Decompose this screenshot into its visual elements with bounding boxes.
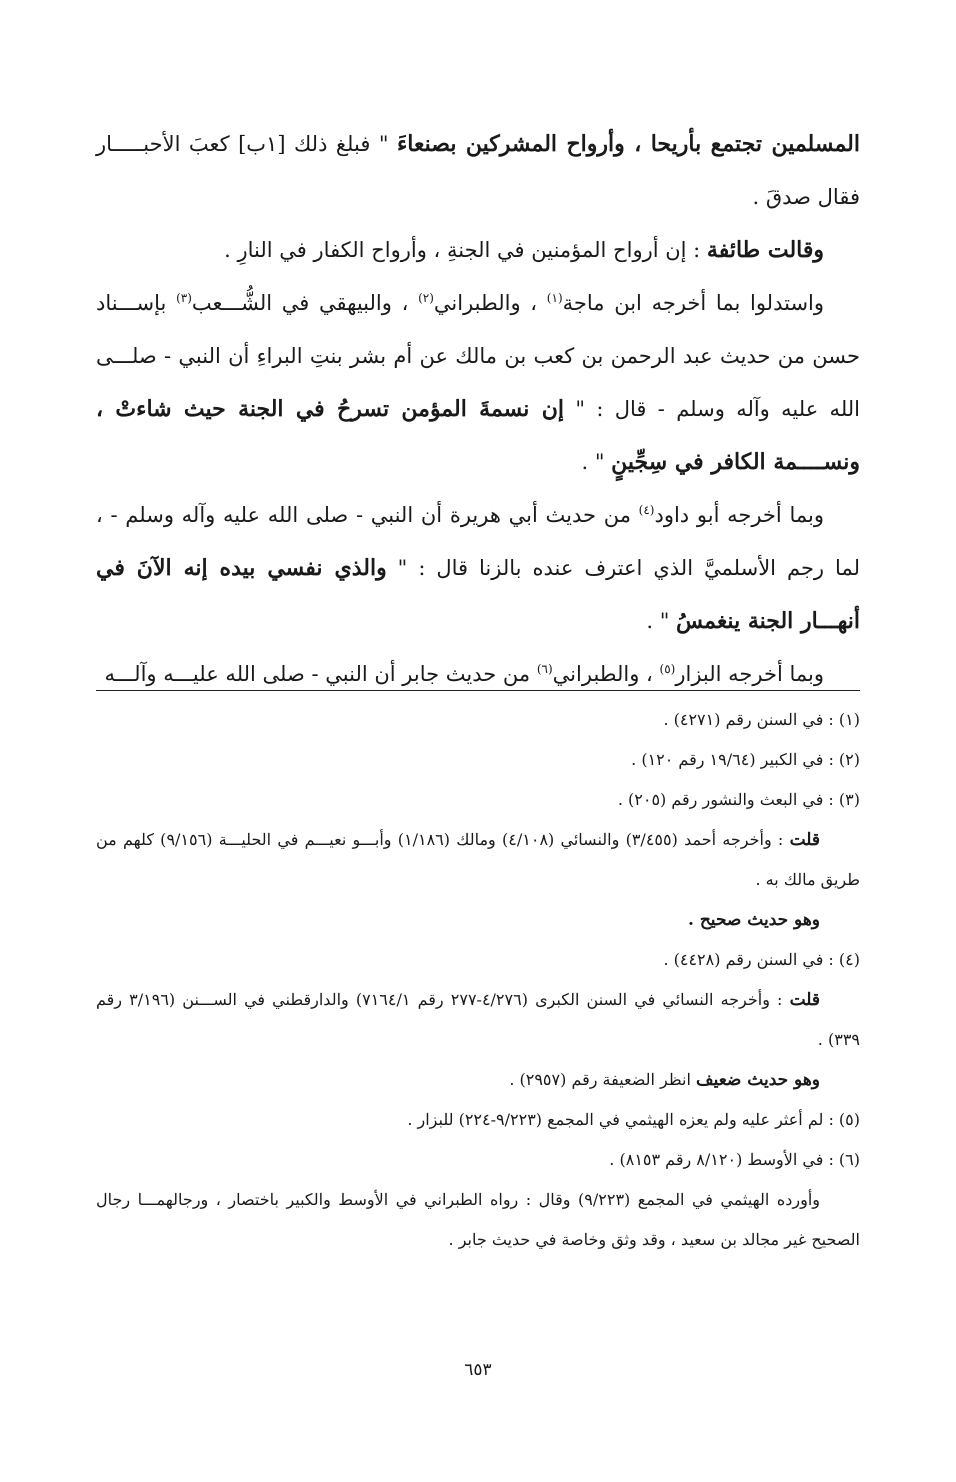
comment-text: : وأخرجه أحمد (٣/٤٥٥) والنسائي (٤/١٠٨) ومالك (١/١٨٦) وأبـــو نعيـــم في الحليـــة (٩/١٥٦) كلهم من طريق مالك به . — [96, 830, 860, 889]
text-run: " . — [646, 609, 677, 633]
footnote-3: (٣) : في البعث والنشور رقم (٢٠٥) . — [617, 790, 860, 809]
verdict-text: انظر الضعيفة رقم (٢٩٥٧) . — [509, 1070, 696, 1089]
page-number: ٦٥٣ — [464, 1360, 492, 1380]
comment-text: : وأخرجه النسائي في السنن الكبرى (٤/٢٧٦-٢٧٧ رقم ٧١٦٤/١) والدارقطني في الســـنن (٣/١٩٦ رقم ٣٣٩) . — [96, 990, 860, 1049]
hadith-quote: إن نسمةَ المؤمن تسرحُ في الجنة حيث شاءتْ ، ونســــمة الكافر في سِجِّينٍ — [96, 396, 860, 475]
footnote-1: (١) : في السنن رقم (٤٢٧١) . — [663, 710, 860, 729]
text-run: واستدلوا بما أخرجه ابن ماجة — [562, 291, 825, 315]
footnote-ref[interactable]: (٥) — [659, 662, 676, 676]
paragraph-4 — [96, 489, 860, 648]
text-run: " . — [581, 450, 612, 474]
footnote-divider — [96, 690, 860, 691]
text-run: ، والطبراني — [552, 662, 660, 686]
verdict-text: وهو حديث صحيح . — [688, 910, 820, 930]
text-run: ، والطبراني — [433, 291, 547, 315]
paragraph-3 — [96, 277, 860, 489]
footnote-2: (٢) : في الكبير (١٩/٦٤ رقم ١٢٠) . — [631, 750, 860, 769]
paragraph-1 — [96, 118, 860, 224]
footnote-ref[interactable]: (١) — [546, 291, 563, 305]
bold-phrase: المسلمين تجتمع بأريحا ، وأرواح المشركين بصنعاءَ — [396, 131, 860, 157]
text-run: وبما أخرجه أبو داود — [654, 503, 824, 527]
text-run: من حديث أبي هريرة أن النبي - صلى الله عليه وآله وسلم - ، لما رجم الأسلميَّ الذي اعترف عنده بالزنا قال : " — [96, 503, 860, 580]
comment-label: قلت — [789, 830, 821, 850]
text-run: ، والبيهقي في الشُّـــعب — [191, 291, 419, 315]
footnote-ref[interactable]: (٢) — [418, 291, 434, 305]
footnote-ref[interactable]: (٤) — [638, 503, 655, 517]
text-run: " فبلغ ذلك [١ب] كعبَ الأحبـــــار فقال صدقَ . — [96, 132, 860, 209]
footnote-ref[interactable]: (٣) — [176, 291, 192, 305]
footnote-3-comment — [96, 820, 860, 900]
text-run: : إن أرواح المؤمنين في الجنةِ ، وأرواح الكفار في النارِ . — [224, 238, 707, 262]
main-text — [96, 118, 860, 701]
footnote-3-verdict — [96, 900, 860, 940]
footnote-4-comment — [96, 980, 860, 1060]
text-run: وبما أخرجه البزار — [675, 662, 824, 686]
footnote-6: (٦) : في الأوسط (٨/١٢٠ رقم ٨١٥٣) . — [609, 1150, 860, 1169]
text-run: من حديث جابر أن النبي - صلى الله عليـــه وآلـــه — [104, 662, 537, 686]
footnote-4-verdict — [96, 1060, 860, 1100]
paragraph-5 — [96, 648, 860, 701]
footnotes — [96, 700, 860, 1260]
bold-phrase: وقالت طائفة — [706, 237, 824, 263]
text-run: بإســـناد حسن من حديث عبد الرحمن بن كعب بن مالك عن أم بشر بنتِ البراءِ أن النبي - صلـــى الله عليه وآله وسلم - قال : " — [96, 291, 861, 421]
hadith-quote: والذي نفسي بيده إنه الآنَ في أنهـــار الجنة ينغمسُ — [96, 555, 860, 634]
comment-label: قلت — [789, 990, 821, 1010]
verdict-label: وهو حديث ضعيف — [695, 1070, 820, 1090]
footnote-ref[interactable]: (٦) — [536, 662, 553, 676]
paragraph-2 — [96, 224, 860, 277]
footnote-4: (٤) : في السنن رقم (٤٤٢٨) . — [663, 950, 860, 969]
footnote-5: (٥) : لم أعثر عليه ولم يعزه الهيثمي في المجمع (٩/٢٢٣-٢٢٤) للبزار . — [407, 1110, 860, 1129]
footnote-6-comment: وأورده الهيثمي في المجمع (٩/٢٢٣) وقال : رواه الطبراني في الأوسط والكبير باختصار ، ورجالهمـــا رجال الصحيح غير مجالد بن سعيد ، وقد وثق وخاصة في حديث جابر . — [96, 1190, 860, 1249]
